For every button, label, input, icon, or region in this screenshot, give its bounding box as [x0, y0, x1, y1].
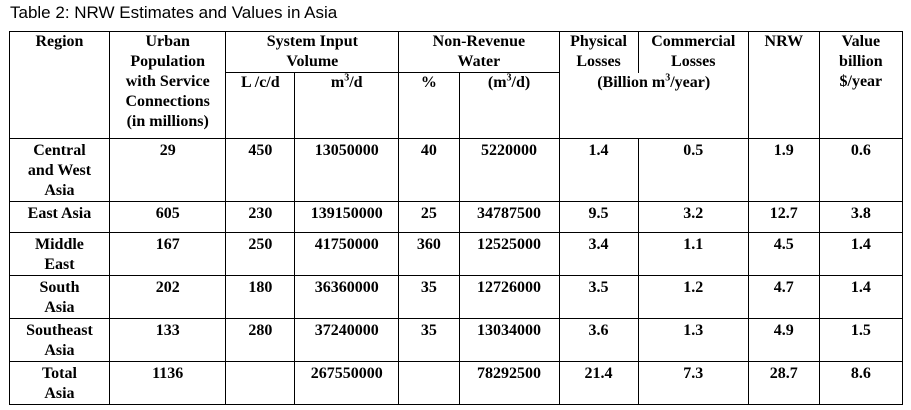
cell-physical: 9.5: [559, 202, 638, 233]
cell-value: 1.5: [819, 319, 902, 362]
header-commercial-losses: Commercial Losses: [638, 32, 748, 73]
header-urban-population: Urban Population with Service Connections (in millions): [109, 32, 226, 139]
cell-percent: 25: [399, 202, 459, 233]
cell-nrw-m3d: 12726000: [459, 276, 559, 319]
cell-lcd: [226, 362, 295, 405]
header-physical-losses: Physical Losses: [559, 32, 638, 73]
cell-region: Total Asia: [10, 362, 110, 405]
cell-physical: 3.5: [559, 276, 638, 319]
cell-m3d: 13050000: [295, 139, 399, 202]
cell-lcd: 250: [226, 233, 295, 276]
cell-m3d: 37240000: [295, 319, 399, 362]
header-billion-m3-year: (Billion $m^3/year$): [559, 73, 748, 139]
cell-commercial: 1.2: [638, 276, 748, 319]
cell-nrw: 4.9: [748, 319, 819, 362]
cell-m3d: 139150000: [295, 202, 399, 233]
table-row: [10, 139, 903, 202]
cell-region: Central and West Asia: [10, 139, 110, 202]
cell-physical: 3.6: [559, 319, 638, 362]
cell-value: 1.4: [819, 233, 902, 276]
cell-percent: 40: [399, 139, 459, 202]
header-nrw-m3-d: $(m^3/d)$: [459, 73, 559, 139]
cell-region: Southeast Asia: [10, 319, 110, 362]
table-row-total: [10, 362, 903, 405]
cell-lcd: 230: [226, 202, 295, 233]
cell-percent: 360: [399, 233, 459, 276]
cell-lcd: 280: [226, 319, 295, 362]
cell-value: 3.8: [819, 202, 902, 233]
table-row: [10, 233, 903, 276]
header-value: Value billion $/year: [819, 32, 902, 139]
cell-region: Middle East: [10, 233, 110, 276]
table-row: [10, 319, 903, 362]
table-row: [10, 276, 903, 319]
cell-commercial: 7.3: [638, 362, 748, 405]
cell-physical: 3.4: [559, 233, 638, 276]
cell-population: 167: [109, 233, 226, 276]
cell-nrw: 28.7: [748, 362, 819, 405]
header-row-1: [10, 32, 903, 73]
cell-value: 1.4: [819, 276, 902, 319]
cell-physical: 1.4: [559, 139, 638, 202]
cell-population: 29: [109, 139, 226, 202]
cell-population: 133: [109, 319, 226, 362]
cell-region: East Asia: [10, 202, 110, 233]
cell-commercial: 1.3: [638, 319, 748, 362]
cell-nrw-m3d: 12525000: [459, 233, 559, 276]
cell-population: 605: [109, 202, 226, 233]
cell-m3d: 36360000: [295, 276, 399, 319]
table-caption: Table 2: NRW Estimates and Values in Asia: [10, 3, 338, 22]
cell-commercial: 0.5: [638, 139, 748, 202]
cell-value: 8.6: [819, 362, 902, 405]
nrw-table: [9, 31, 903, 405]
cell-nrw: 1.9: [748, 139, 819, 202]
header-system-input-volume: System Input Volume: [226, 32, 399, 73]
header-m3-d: $m^3/d$: [295, 73, 399, 139]
cell-m3d: 41750000: [295, 233, 399, 276]
cell-nrw-m3d: 78292500: [459, 362, 559, 405]
header-nrw: NRW: [748, 32, 819, 139]
cell-percent: 35: [399, 319, 459, 362]
cell-m3d: 267550000: [295, 362, 399, 405]
cell-population: 202: [109, 276, 226, 319]
cell-commercial: 1.1: [638, 233, 748, 276]
table-row: [10, 202, 903, 233]
cell-nrw-m3d: 13034000: [459, 319, 559, 362]
header-non-revenue-water: Non-Revenue Water: [399, 32, 559, 73]
cell-nrw-m3d: 34787500: [459, 202, 559, 233]
header-region: Region: [10, 32, 110, 139]
cell-nrw: 4.7: [748, 276, 819, 319]
cell-value: 0.6: [819, 139, 902, 202]
cell-nrw: 4.5: [748, 233, 819, 276]
cell-physical: 21.4: [559, 362, 638, 405]
cell-percent: [399, 362, 459, 405]
cell-region: South Asia: [10, 276, 110, 319]
header-percent: %: [399, 73, 459, 139]
cell-lcd: 180: [226, 276, 295, 319]
cell-lcd: 450: [226, 139, 295, 202]
cell-population: 1136: [109, 362, 226, 405]
cell-nrw: 12.7: [748, 202, 819, 233]
cell-percent: 35: [399, 276, 459, 319]
cell-nrw-m3d: 5220000: [459, 139, 559, 202]
header-l-c-d: L /c/d: [226, 73, 295, 139]
cell-commercial: 3.2: [638, 202, 748, 233]
